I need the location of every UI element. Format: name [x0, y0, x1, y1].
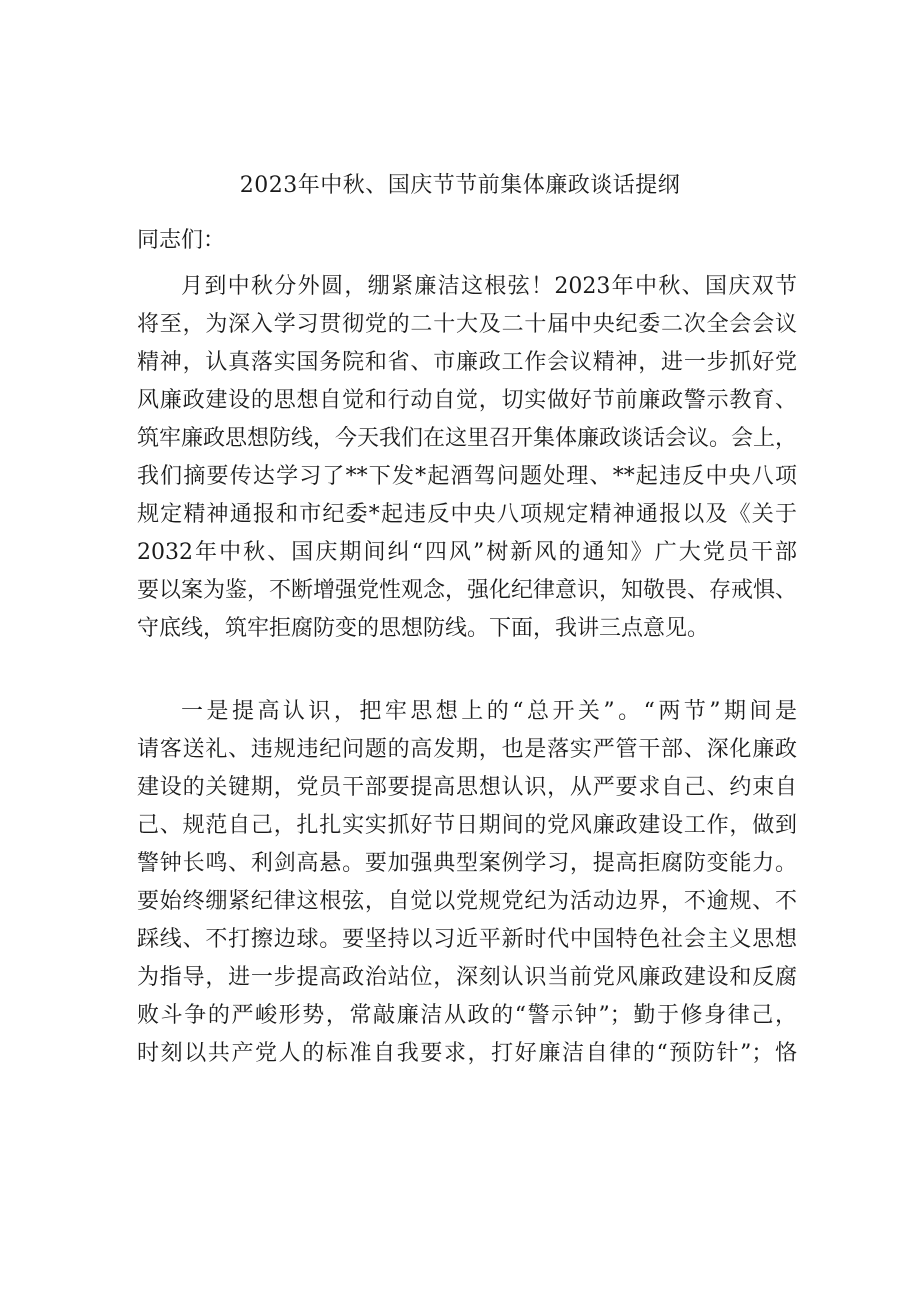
- paragraph-introduction: [137, 268, 797, 648]
- paragraph-line: 2032年中秋、国庆期间纠“四风”树新风的通知》广大党员干部: [137, 540, 797, 565]
- salutation: 同志们：: [137, 228, 226, 253]
- paragraph-line: 一是提高认识，把牢思想上的“总开关”。“两节”期间是: [181, 699, 797, 724]
- paragraph-line: 时刻以共产党人的标准自我要求，打好廉洁自律的“预防针”；恪: [137, 1041, 797, 1066]
- paragraph-line: 己、规范自己，扎扎实实抓好节日期间的党风廉政建设工作，做到: [137, 813, 797, 838]
- paragraph-point-one: [137, 693, 797, 1073]
- paragraph-line: 踩线、不打擦边球。要坚持以习近平新时代中国特色社会主义思想: [137, 927, 797, 952]
- paragraph-line: 为指导，进一步提高政治站位，深刻认识当前党风廉政建设和反腐: [137, 965, 797, 990]
- paragraph-line: 规定精神通报和市纪委*起违反中央八项规定精神通报以及《关于: [137, 502, 797, 527]
- paragraph-line: 将至，为深入学习贯彻党的二十大及二十届中央纪委二次全会会议: [137, 312, 797, 337]
- paragraph-line: 守底线，筑牢拒腐防变的思想防线。下面，我讲三点意见。: [137, 616, 710, 641]
- paragraph-line: 精神，认真落实国务院和省、市廉政工作会议精神，进一步抓好党: [137, 350, 797, 375]
- paragraph-line: 风廉政建设的思想自觉和行动自觉，切实做好节前廉政警示教育、: [137, 388, 797, 413]
- paragraph-line: 月到中秋分外圆，绷紧廉洁这根弦！2023年中秋、国庆双节: [181, 274, 797, 299]
- paragraph-line: 要以案为鉴，不断增强党性观念，强化纪律意识，知敬畏、存戒惧、: [137, 578, 797, 603]
- paragraph-line: 建设的关键期，党员干部要提高思想认识，从严要求自己、约束自: [137, 775, 797, 800]
- paragraph-line: 筑牢廉政思想防线，今天我们在这里召开集体廉政谈话会议。会上，: [137, 426, 797, 451]
- paragraph-line: 警钟长鸣、利剑高悬。要加强典型案例学习，提高拒腐防变能力。: [137, 851, 797, 876]
- paragraph-line: 败斗争的严峻形势，常敲廉洁从政的“警示钟”；勤于修身律己，: [137, 1003, 797, 1028]
- paragraph-line: 要始终绷紧纪律这根弦，自觉以党规党纪为活动边界，不逾规、不: [137, 889, 797, 914]
- paragraph-line: 我们摘要传达学习了**下发*起酒驾问题处理、**起违反中央八项: [137, 464, 797, 489]
- document-title: 2023年中秋、国庆节节前集体廉政谈话提纲: [239, 173, 681, 198]
- paragraph-line: 请客送礼、违规违纪问题的高发期，也是落实严管干部、深化廉政: [137, 737, 797, 762]
